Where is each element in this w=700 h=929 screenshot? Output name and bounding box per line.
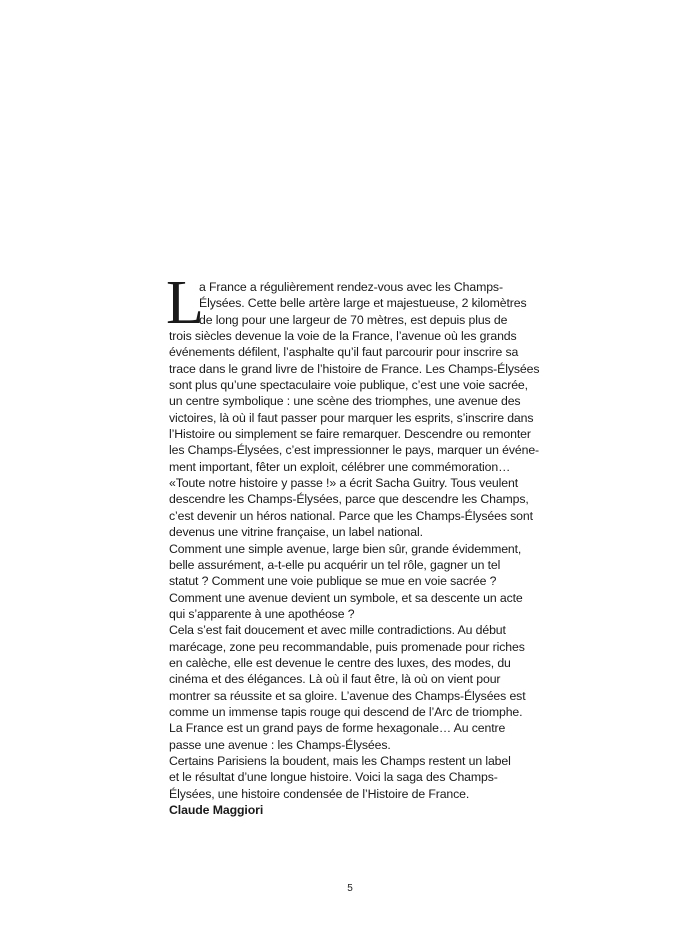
text-line: l’Histoire ou simplement se faire remarquer. Descendre ou remonter [169,427,531,442]
text-line: Certains Parisiens la boudent, mais les Champs restent un label [169,753,511,768]
author-signature: Claude Maggiori [169,803,264,817]
text-line: belle assurément, a-t-elle pu acquérir un tel rôle, gagner un tel [169,557,501,572]
text-line: victoires, là où il faut passer pour marquer les esprits, s’inscrire dans [169,410,534,425]
text-line: de long pour une largeur de 70 mètres, est depuis plus de [199,312,508,327]
text-line: ment important, fêter un exploit, célébrer une commémoration… [169,459,511,474]
text-line: qui s’apparente à une apothéose ? [169,606,355,621]
text-line: marécage, zone peu recommandable, puis promenade pour riches [169,639,525,654]
text-line: événements défilent, l’asphalte qu’il faut parcourir pour inscrire sa [169,345,519,360]
text-line: Comment une avenue devient un symbole, et sa descente un acte [169,590,523,605]
text-line: et le résultat d’une longue histoire. Voici la saga des Champs- [169,770,498,785]
text-line: Élysées. Cette belle artère large et majestueuse, 2 kilomètres [199,296,527,311]
text-line: La France est un grand pays de forme hexagonale… Au centre [169,721,506,736]
text-line: montrer sa réussite et sa gloire. L’avenue des Champs-Élysées est [169,688,526,703]
text-line: trace dans le grand livre de l’histoire de France. Les Champs-Élysées [169,361,540,376]
page-number: 5 [347,883,353,894]
text-line: Comment une simple avenue, large bien sûr, grande évidemment, [169,541,522,556]
article-body [169,279,541,818]
text-line: sont plus qu’une spectaculaire voie publique, c’est une voie sacrée, [169,378,528,393]
text-line: devenus une vitrine française, un label national. [169,525,423,540]
text-line: Cela s’est fait doucement et avec mille contradictions. Au début [169,623,506,638]
text-line: les Champs-Élysées, c’est impressionner le pays, marquer un événe- [169,443,540,458]
drop-cap: L [166,269,204,337]
text-line: statut ? Comment une voie publique se mue en voie sacrée ? [169,574,497,589]
text-line: descendre les Champs-Élysées, parce que descendre les Champs, [169,492,529,507]
text-line: Élysées, une histoire condensée de l’Histoire de France. [169,786,470,801]
text-line: trois siècles devenue la voie de la France, l’avenue où les grands [169,329,517,344]
text-line: c’est devenir un héros national. Parce que les Champs-Élysées sont [169,508,533,523]
text-line: cinéma et des élégances. Là où il faut être, là où on vient pour [169,672,501,687]
text-line: comme un immense tapis rouge qui descend de l’Arc de triomphe. [169,704,523,719]
text-line: a France a régulièrement rendez-vous avec les Champs- [199,280,503,294]
text-line: «Toute notre histoire y passe !» a écrit Sacha Guitry. Tous veulent [169,476,518,491]
text-line: en calèche, elle est devenue le centre des luxes, des modes, du [169,655,511,670]
text-line: passe une avenue : les Champs-Élysées. [169,737,391,752]
text-line: un centre symbolique : une scène des triomphes, une avenue des [169,394,521,409]
